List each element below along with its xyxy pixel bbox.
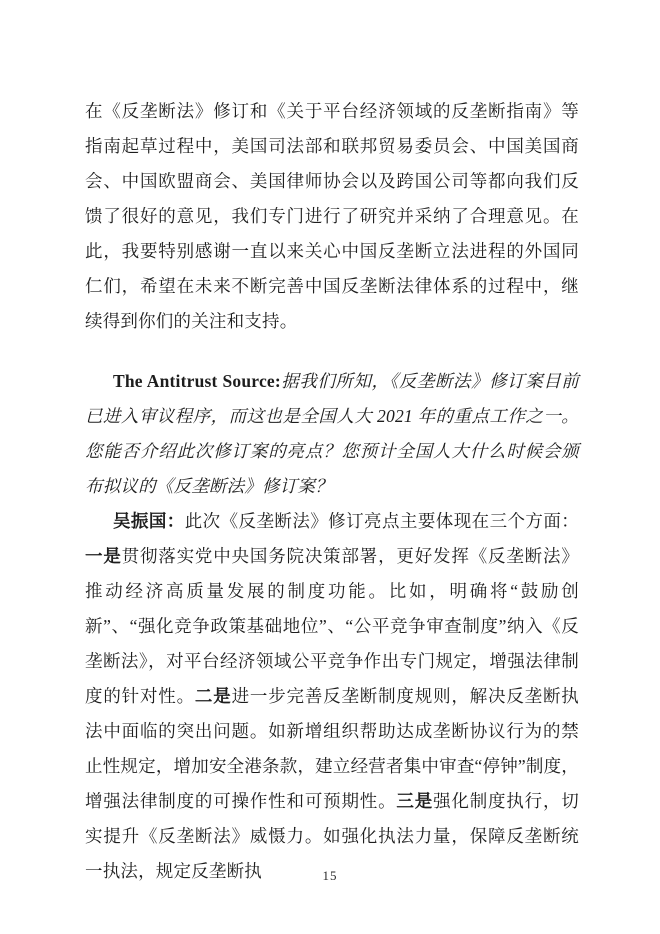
answer-point2-marker: 二是 — [194, 686, 232, 706]
paragraph-continuation — [85, 94, 579, 339]
answer-point3-marker: 三是 — [396, 791, 434, 811]
paragraph-question — [85, 364, 579, 504]
page-body-text — [85, 94, 579, 889]
page-number: 15 — [322, 868, 338, 883]
paragraph-continuation-text: 在《反垄断法》修订和《关于平台经济领域的反垄断指南》等指南起草过程中，美国司法部和联邦贸易委员会、中国美国商会、中国欧盟商会、美国律师协会以及跨国公司等都向我们反馈了很好的意见，我们专门进行了研究并采纳了合理意见。在此，我要特别感谢一直以来关心中国反垄断立法进程的外国同仁们，希望在未来不断完善中国反垄断法律体系的过程中，继续得到你们的关注和支持。 — [85, 101, 579, 331]
paragraph-answer — [85, 504, 579, 889]
answer-intro-text: 此次《反垄断法》修订亮点主要体现在三个方面： — [184, 511, 579, 531]
answer-speaker-label: 吴振国： — [113, 511, 185, 531]
question-source-label: The Antitrust Source: — [113, 371, 281, 391]
answer-point1-text: 贯彻落实党中央国务院决策部署，更好发挥《反垄断法》推动经济高质量发展的制度功能。比如，明确将“鼓励创新”、“强化竞争政策基础地位”、“公平竞争审查制度”纳入《反垄断法》，对平台经济领域公平竞争作出专门规定，增强法律制度的针对性。 — [85, 546, 579, 706]
answer-point3-text: 强化制度执行，切实提升《反垄断法》威慑力。如强化执法力量，保障反垄断统一执法，规定反垄断执 — [85, 791, 579, 881]
question-text: 据我们所知，《反垄断法》修订案目前已进入审议程序，而这也是全国人大 2021 年的重点工作之一。您能否介绍此次修订案的亮点？您预计全国人大什么时候会颁布拟议的《反垄断法》修订案？ — [85, 371, 579, 496]
answer-point2-text: 进一步完善反垄断制度规则，解决反垄断执法中面临的突出问题。如新增组织帮助达成垄断协议行为的禁止性规定，增加安全港条款，建立经营者集中审查“停钟”制度，增强法律制度的可操作性和可预期性。 — [85, 686, 579, 811]
answer-point1-marker: 一是 — [85, 546, 122, 566]
